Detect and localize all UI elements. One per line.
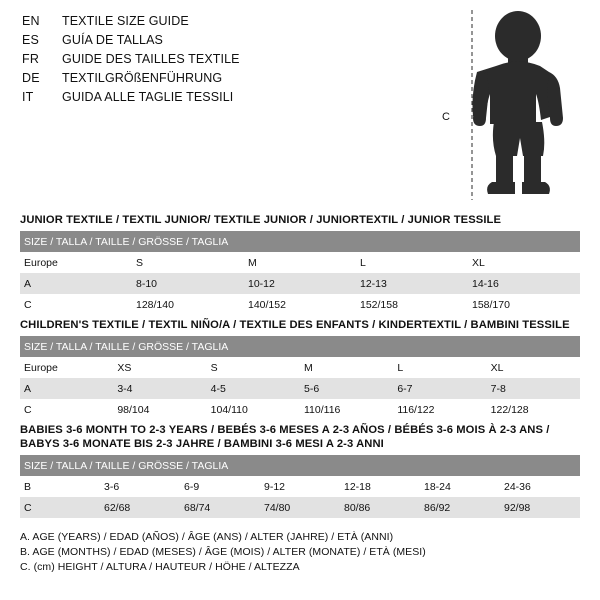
table-header-row — [20, 336, 580, 357]
table-row — [20, 399, 580, 420]
size-table-children — [20, 336, 580, 420]
language-title: GUIDE DES TAILLES TEXTILE — [62, 52, 240, 66]
measurement-figure — [440, 6, 590, 204]
cell: 92/98 — [500, 497, 580, 518]
legend-line-b: B. AGE (MONTHS) / EDAD (MESES) / ÂGE (MOIS) / ALTER (MONATE) / ETÀ (MESI) — [20, 546, 426, 558]
table-row — [20, 378, 580, 399]
cell: 122/128 — [487, 399, 580, 420]
section-title: CHILDREN'S TEXTILE / TEXTIL NIÑO/A / TEXTILE DES ENFANTS / KINDERTEXTIL / BAMBINI TESSILE — [20, 319, 570, 331]
language-header-block — [22, 14, 442, 109]
row-label: A — [20, 378, 113, 399]
table-row — [20, 497, 580, 518]
cell: XL — [487, 357, 580, 378]
row-label: A — [20, 273, 132, 294]
cell: 80/86 — [340, 497, 420, 518]
legend-line-a: A. AGE (YEARS) / EDAD (AÑOS) / ÂGE (ANS) / ALTER (JAHRE) / ETÀ (ANNI) — [20, 531, 394, 543]
language-code: IT — [22, 90, 34, 104]
table-row — [20, 476, 580, 497]
section-title: JUNIOR TEXTILE / TEXTIL JUNIOR/ TEXTILE JUNIOR / JUNIORTEXTIL / JUNIOR TESSILE — [20, 214, 502, 226]
row-label: Europe — [20, 252, 132, 273]
cell: 9-12 — [260, 476, 340, 497]
section-junior — [20, 213, 580, 315]
cell: 158/170 — [468, 294, 580, 315]
language-row — [22, 90, 442, 109]
section-children — [20, 318, 580, 420]
row-label: C — [20, 294, 132, 315]
legend-block — [20, 530, 580, 575]
cell: 10-12 — [244, 273, 356, 294]
cell: 6-9 — [180, 476, 260, 497]
row-label: Europe — [20, 357, 113, 378]
cell: 5-6 — [300, 378, 393, 399]
cell: 128/140 — [132, 294, 244, 315]
cell: M — [300, 357, 393, 378]
language-code: FR — [22, 52, 40, 66]
table-header-label: SIZE / TALLA / TAILLE / GRÖSSE / TAGLIA — [20, 455, 580, 476]
table-header-row — [20, 231, 580, 252]
cell: 98/104 — [113, 399, 206, 420]
cell: XS — [113, 357, 206, 378]
cell: 12-13 — [356, 273, 468, 294]
size-table-junior — [20, 231, 580, 315]
row-label: B — [20, 476, 100, 497]
cell: S — [207, 357, 300, 378]
cell: 14-16 — [468, 273, 580, 294]
cell: 152/158 — [356, 294, 468, 315]
row-label: C — [20, 399, 113, 420]
cell: XL — [468, 252, 580, 273]
silhouette-shape — [473, 11, 564, 194]
language-row — [22, 33, 442, 52]
cell: M — [244, 252, 356, 273]
table-row — [20, 252, 580, 273]
language-title: TEXTILE SIZE GUIDE — [62, 14, 189, 28]
language-title: GUIDA ALLE TAGLIE TESSILI — [62, 90, 234, 104]
cell: 8-10 — [132, 273, 244, 294]
legend-line-c: C. (cm) HEIGHT / ALTURA / HAUTEUR / HÖHE / ALTEZZA — [20, 561, 300, 573]
cell: 86/92 — [420, 497, 500, 518]
language-code: ES — [22, 33, 40, 47]
table-row — [20, 273, 580, 294]
section-babies — [20, 423, 580, 518]
cell: 140/152 — [244, 294, 356, 315]
cell: 116/122 — [393, 399, 486, 420]
measure-label-c: C — [442, 111, 450, 123]
cell: 24-36 — [500, 476, 580, 497]
language-row — [22, 14, 442, 33]
table-header-label: SIZE / TALLA / TAILLE / GRÖSSE / TAGLIA — [20, 231, 580, 252]
cell: 110/116 — [300, 399, 393, 420]
language-title: GUÍA DE TALLAS — [62, 33, 163, 47]
cell: 74/80 — [260, 497, 340, 518]
table-row — [20, 294, 580, 315]
cell: 3-4 — [113, 378, 206, 399]
cell: 3-6 — [100, 476, 180, 497]
cell: 62/68 — [100, 497, 180, 518]
table-row — [20, 357, 580, 378]
cell: S — [132, 252, 244, 273]
language-row — [22, 71, 442, 90]
language-code: EN — [22, 14, 40, 28]
language-code: DE — [22, 71, 40, 85]
cell: 4-5 — [207, 378, 300, 399]
row-label: C — [20, 497, 100, 518]
cell: L — [393, 357, 486, 378]
cell: L — [356, 252, 468, 273]
table-header-label: SIZE / TALLA / TAILLE / GRÖSSE / TAGLIA — [20, 336, 580, 357]
language-title: TEXTILGRÖßENFÜHRUNG — [62, 71, 223, 85]
toddler-silhouette-icon — [440, 6, 590, 204]
table-header-row — [20, 455, 580, 476]
cell: 104/110 — [207, 399, 300, 420]
size-table-babies — [20, 455, 580, 518]
section-title: BABIES 3-6 MONTH TO 2-3 YEARS / BEBÉS 3-6 MESES A 2-3 AÑOS / BÉBÉS 3-6 MOIS À 2-3 ANS / BABYS 3-6 MONATE BIS 2-3 JAHRE / BAMBINI 3-6 MESI A 2-3 ANNI — [20, 424, 550, 450]
cell: 7-8 — [487, 378, 580, 399]
cell: 12-18 — [340, 476, 420, 497]
cell: 6-7 — [393, 378, 486, 399]
language-row — [22, 52, 442, 71]
cell: 68/74 — [180, 497, 260, 518]
cell: 18-24 — [420, 476, 500, 497]
